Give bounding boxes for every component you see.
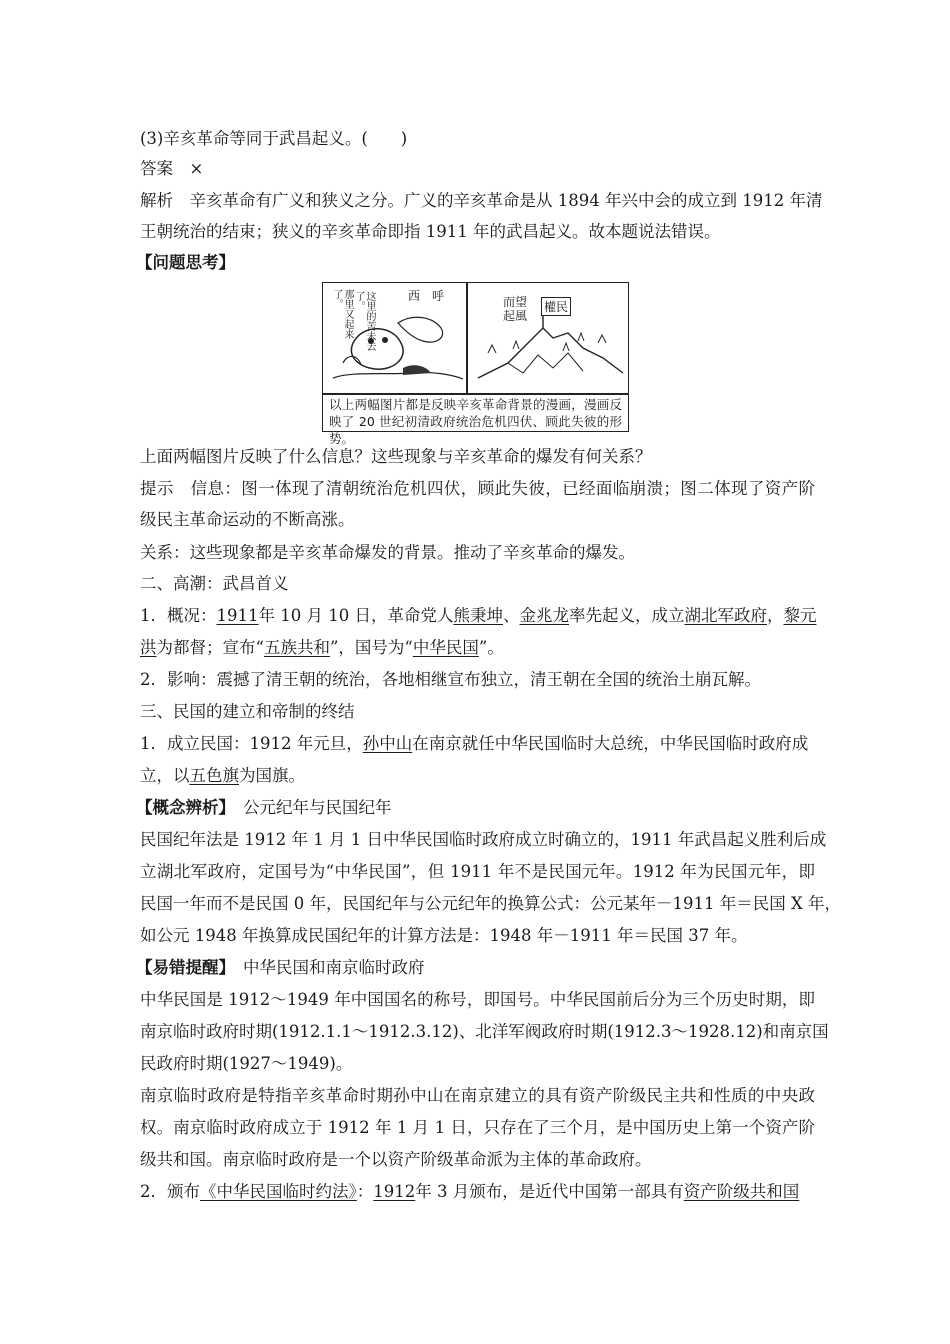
- section-tag: 【概念辨析】: [136, 798, 235, 817]
- question-thinking-prompt: 上面两幅图片反映了什么信息？这些现象与辛亥革命的爆发有何关系？: [140, 447, 652, 466]
- text: 年 10 月 10 日，革命党人: [258, 606, 454, 625]
- text: 年 3 月颁布，是近代中国第一部具有: [415, 1182, 684, 1201]
- figure-rule: [323, 393, 628, 395]
- text: 立，以: [140, 766, 190, 785]
- text: ，: [766, 606, 784, 625]
- text: 率先起义，成立: [568, 606, 685, 625]
- blank-answer: 1912: [373, 1182, 416, 1201]
- founding-line-1: [140, 732, 808, 756]
- constitution-line: [140, 1180, 799, 1204]
- blank-answer: 孙中山: [362, 734, 413, 753]
- cartoon-right-banner: 權民: [541, 297, 571, 316]
- concept-heading: [136, 796, 392, 820]
- heading-republic: 三、民国的建立和帝制的终结: [140, 702, 355, 721]
- question-3: (3)辛亥革命等同于武昌起义。( ): [140, 129, 408, 148]
- answer-line: 答案 ×: [140, 159, 204, 178]
- founding-line-2: [140, 764, 305, 788]
- heading-wuchang: 二、高潮：武昌首义: [140, 574, 289, 593]
- text: 中华民国和南京临时政府: [243, 958, 425, 977]
- cartoon-left-caption-2: 这里的苦未去了。: [353, 291, 375, 351]
- section-tag-question-thinking: 【问题思考】: [136, 253, 235, 272]
- blank-answer: 熊秉坤: [453, 606, 503, 625]
- text: 公元纪年与民国纪年: [243, 798, 392, 817]
- cartoon-right-label: 而望 起風: [503, 295, 528, 323]
- blank-answer: 金兆龙: [519, 606, 569, 625]
- error-heading: [136, 956, 425, 980]
- blank-answer: 湖北军政府: [684, 606, 767, 625]
- error-line-3: 民政府时期(1927～1949)。: [140, 1054, 353, 1073]
- concept-line-3: 民国一年而不是民国 0 年，民国纪年与公元纪年的换算公式：公元某年－1911 年＝民国 X 年，: [140, 894, 841, 913]
- figure-caption: 以上两幅图片都是反映辛亥革命背景的漫画，漫画反映了 20 世纪初清政府统治危机四伏、顾此失彼的形势。: [329, 397, 622, 446]
- text: ”，国号为“: [329, 638, 413, 657]
- concept-line-4: 如公元 1948 年换算成民国纪年的计算方法是：1948 年－1911 年＝民国 37 年。: [140, 926, 748, 945]
- hint-line-1: 提示 信息：图一体现了清朝统治危机四伏，顾此失彼，已经面临崩溃；图二体现了资产阶: [140, 479, 815, 498]
- cartoon-right: [468, 283, 628, 393]
- blank-answer: 《中华民国临时约法》: [200, 1182, 357, 1201]
- blank-answer: 五色旗: [189, 766, 239, 785]
- concept-line-1: 民国纪年法是 1912 年 1 月 1 日中华民国临时政府成立时确立的，1911 年武昌起义胜利后成: [140, 830, 827, 849]
- error-line-6: 级共和国。南京临时政府是一个以资产阶级革命派为主体的革命政府。: [140, 1150, 652, 1169]
- cartoon-left: [323, 283, 466, 393]
- text: 1．概况：: [140, 606, 217, 625]
- cartoon-figure: [322, 282, 629, 446]
- blank-answer: 资产阶级共和国: [683, 1182, 800, 1201]
- overview-line-1: [140, 604, 816, 628]
- text: ”。: [478, 638, 504, 657]
- analysis-line-2: 王朝统治的结束；狭义的辛亥革命即指 1911 年的武昌起义。故本题说法错误。: [140, 222, 721, 241]
- text: 为都督；宣布“: [156, 638, 264, 657]
- analysis-line-1: 解析 辛亥革命有广义和狭义之分。广义的辛亥革命是从 1894 年兴中会的成立到 1912 年清: [140, 191, 823, 210]
- text: 为国旗。: [239, 766, 305, 785]
- blank-answer: 1911: [216, 606, 259, 625]
- cartoon-left-title: 西 呼: [408, 289, 445, 303]
- text: ：: [356, 1182, 374, 1201]
- text: 、: [502, 606, 520, 625]
- hint-line-2: 级民主革命运动的不断高涨。: [140, 510, 355, 529]
- concept-line-2: 立湖北军政府，定国号为“中华民国”，但 1911 年不是民国元年。1912 年为民国元年，即: [140, 862, 815, 881]
- text: 2．颁布: [140, 1182, 200, 1201]
- blank-answer: 五族共和: [263, 638, 330, 657]
- section-tag: 【易错提醒】: [136, 958, 235, 977]
- text: 在南京就任中华民国临时大总统，中华民国临时政府成: [412, 734, 809, 753]
- impact-line: 2．影响：震撼了清王朝的统治，各地相继宣布独立，清王朝在全国的统治土崩瓦解。: [140, 670, 761, 689]
- relation-line: 关系：这些现象都是辛亥革命爆发的背景。推动了辛亥革命的爆发。: [140, 543, 635, 562]
- blank-answer: 黎元: [783, 606, 817, 625]
- error-line-4: 南京临时政府是特指辛亥革命时期孙中山在南京建立的具有资产阶级民主共和性质的中央政: [140, 1086, 815, 1105]
- error-line-1: 中华民国是 1912～1949 年中国国名的称号，即国号。中华民国前后分为三个历史时期，即: [140, 990, 815, 1009]
- blank-answer: 洪: [140, 638, 157, 657]
- blank-answer: 中华民国: [412, 638, 479, 657]
- error-line-5: 权。南京临时政府成立于 1912 年 1 月 1 日，只存在了三个月，是中国历史上第一个资产阶: [140, 1118, 815, 1137]
- cartoon-left-caption-1: 那里又起来了。: [331, 289, 353, 339]
- text: 1．成立民国：1912 年元旦，: [140, 734, 363, 753]
- error-line-2: 南京临时政府时期(1912.1.1～1912.3.12)、北洋军阀政府时期(1912.3～1928.12)和南京国: [140, 1022, 829, 1041]
- overview-line-2: [140, 636, 504, 660]
